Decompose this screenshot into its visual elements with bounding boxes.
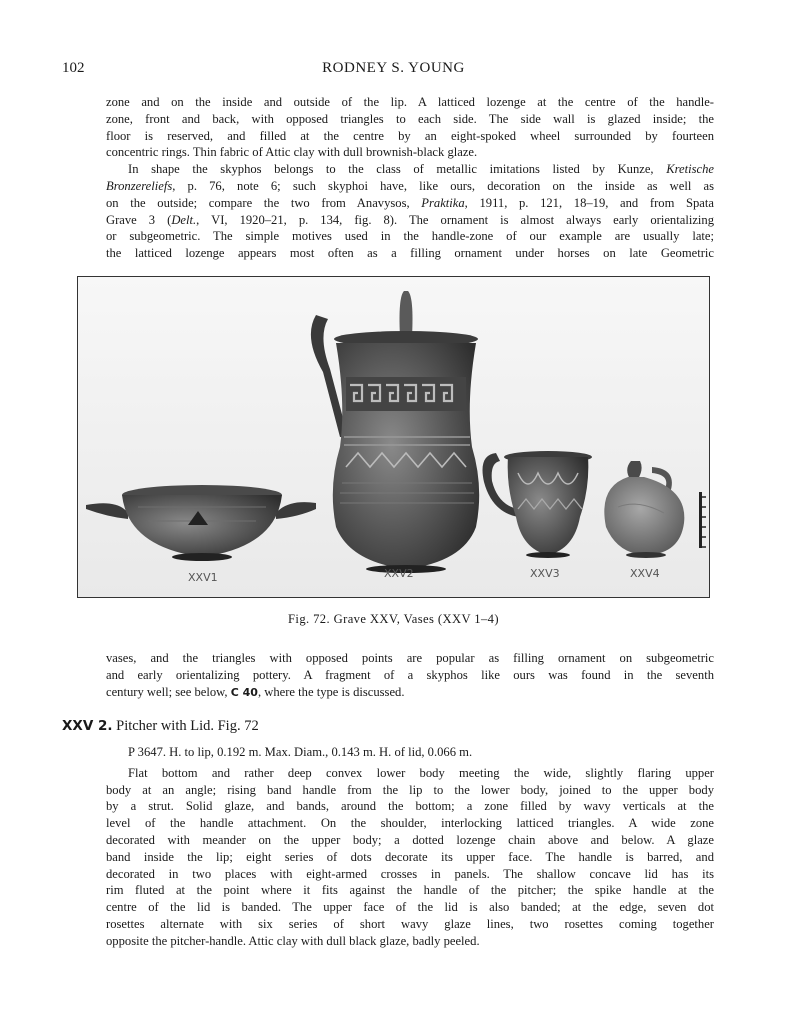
text-line: vases, and the triangles with opposed points are popular as filling ornament on subgeometric: [106, 651, 714, 665]
citation-italic: Kretische: [666, 162, 714, 177]
text-line: body at an angle; rising band handle from the lip to the lower body, joined to the upper body: [106, 782, 714, 797]
text-line: In shape the skyphos belongs to the class of metallic imitations listed by Kunze, Kretische: [128, 162, 714, 177]
text-line: Bronzereliefs, p. 76, note 6; such skyphoi have, like ours, decoration on the inside as well as: [106, 178, 714, 193]
citation-italic: Bronzereliefs: [106, 178, 173, 193]
running-header: [0, 60, 787, 80]
text-line: opposite the pitcher-handle. Attic clay with dull black glaze, badly peeled.: [106, 933, 480, 948]
vase-label-2: XXV2: [384, 567, 414, 580]
text-line: the latticed lozenge appears most often as a filling ornament under horses on late Geometric: [106, 246, 714, 261]
entry-measures: P 3647. H. to lip, 0.192 m. Max. Diam., 0.143 m. H. of lid, 0.066 m.: [128, 745, 473, 759]
running-title: RODNEY S. YOUNG: [322, 60, 465, 76]
text-line: or subgeometric. The simple motives used in the handle-zone of our example are usually late;: [106, 229, 714, 244]
page-number: 102: [62, 60, 85, 76]
vase-label-3: XXV3: [530, 567, 560, 580]
figure-photograph: [77, 276, 710, 598]
entry-number: XXV 2.: [62, 718, 113, 734]
text-line: level of the handle attachment. On the shoulder, interlocking latticed triangles. A wide zone: [106, 816, 714, 831]
text-line: on the outside; compare the two from Anavysos, Praktika, 1911, p. 121, 18–19, and from Spata: [106, 195, 714, 210]
text-line: decorated with meander on the upper body; a dotted lozenge chain above and below. A glaze: [106, 832, 714, 847]
text-line: floor is reserved, and filled at the centre by an eight-spoked wheel surrounded by fourteen: [106, 128, 714, 143]
citation-italic: Praktika: [421, 195, 465, 210]
catalogue-reference: C 40: [230, 685, 258, 699]
top-text-block: [106, 94, 714, 262]
vases-photo: [78, 277, 709, 597]
mid-text-block: [106, 650, 714, 701]
text-line: century well; see below, C 40, where the type is discussed.: [106, 684, 405, 699]
text-line: concentric rings. Thin fabric of Attic clay with dull brownish-black glaze.: [106, 145, 478, 160]
figure-caption: Fig. 72. Grave XXV, Vases (XXV 1–4): [288, 612, 499, 626]
vase-label-4: XXV4: [630, 567, 660, 580]
text-line: decorated in two places with eight-armed crosses in panels. The shallow concave lid has its: [106, 866, 714, 881]
entry-title: Pitcher with Lid. Fig. 72: [116, 718, 259, 734]
text-line: centre of the lid is banded. The upper face of the lid is also banded; at the edge, seven dot: [106, 900, 714, 915]
text-line: rosettes alternate with six series of short wavy glaze lines, two rosettes coming together: [106, 916, 714, 931]
text-line: Grave 3 (Delt., VI, 1920–21, p. 134, fig. 8). The ornament is almost always early orientalizing: [106, 212, 714, 227]
entry-body: [106, 744, 714, 950]
vase-label-1: XXV1: [188, 571, 218, 584]
text-line: and early orientalizing pottery. A fragment of a skyphos like ours was found in the seventh: [106, 667, 714, 682]
text-line: Flat bottom and rather deep convex lower body meeting the wide, slightly flaring upper: [128, 765, 714, 780]
entry-heading: [62, 718, 259, 735]
text-line: by a strut. Solid glaze, and bands, around the bottom; a zone filled by wavy verticals at the: [106, 799, 714, 814]
text-line: zone, front and back, with opposed triangles to each side. The side wall is glazed inside; the: [106, 111, 714, 126]
text-line: zone and on the inside and outside of the lip. A latticed lozenge at the centre of the handle-: [106, 95, 714, 109]
text-line: rim fluted at the point where it fits against the handle of the pitcher; the spike handle at the: [106, 883, 714, 898]
text-line: band inside the lip; eight series of dots decorate its upper face. The handle is barred, and: [106, 849, 714, 864]
citation-italic: Delt.: [171, 212, 197, 227]
